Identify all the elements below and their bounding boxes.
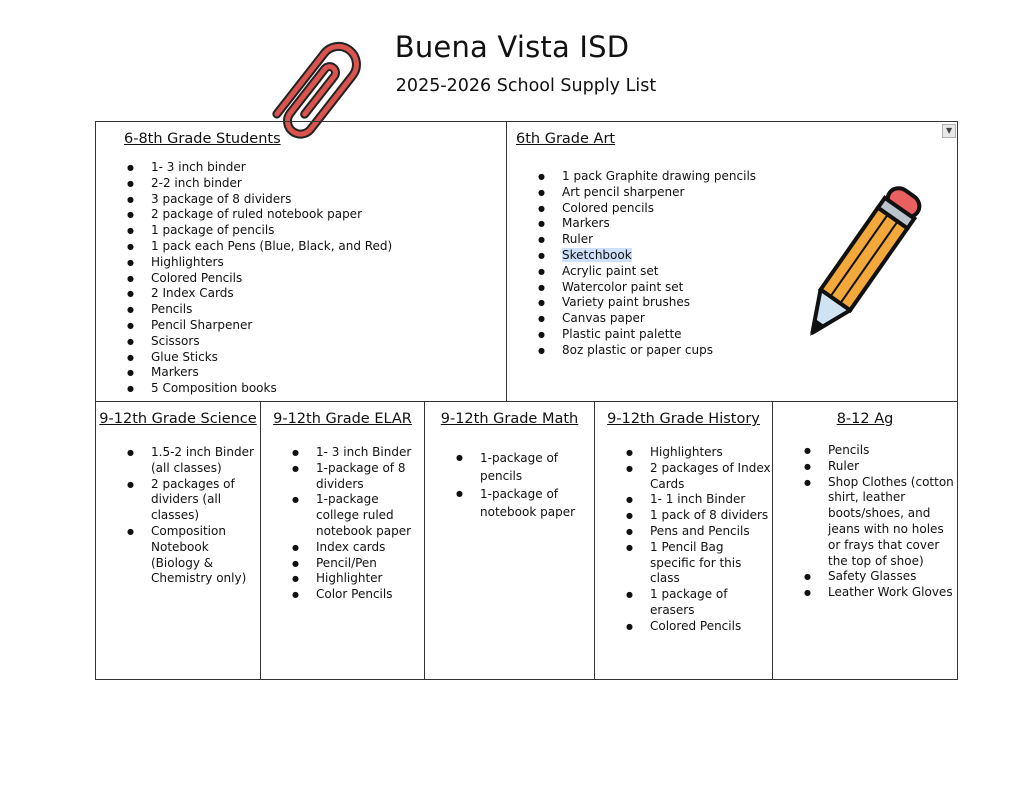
list-item: ● Canvas paper <box>562 311 957 327</box>
list-item: ● Shop Clothes (cotton shirt, leather boots/shoes, and jeans with no holes or frays that cover the top of shoe) <box>828 475 957 570</box>
list-item: ● 1 package of pencils <box>151 223 506 239</box>
dropdown-arrow-icon[interactable]: ▼ <box>942 124 956 138</box>
list-item: ● 2 packages of Index Cards <box>650 461 772 493</box>
cell-9-12th-grade-science <box>96 402 261 680</box>
supply-list <box>650 445 772 635</box>
list-item: ● Ruler <box>828 459 957 475</box>
list-item: ● Pens and Pencils <box>650 524 772 540</box>
list-item: ● Colored pencils <box>562 201 957 217</box>
list-item: ● 1 package of erasers <box>650 587 772 619</box>
supply-list <box>480 449 594 521</box>
list-item: ● Leather Work Gloves <box>828 585 957 601</box>
list-item: ● Color Pencils <box>316 587 424 603</box>
list-item: ● 2 Index Cards <box>151 286 506 302</box>
list-item: ● 1- 3 inch Binder <box>316 445 424 461</box>
cell-9-12th-grade-elar <box>261 402 425 680</box>
list-item: ● Acrylic paint set <box>562 264 957 280</box>
list-item: ● Index cards <box>316 540 424 556</box>
cell-9-12th-grade-history <box>595 402 773 680</box>
list-item: ● Highlighter <box>316 571 424 587</box>
list-item: ● 1- 3 inch binder <box>151 160 506 176</box>
section-heading: 6-8th Grade Students <box>124 131 281 147</box>
list-item: ● 1 pack of 8 dividers <box>650 508 772 524</box>
document-subtitle: 2025-2026 School Supply List <box>395 76 657 96</box>
section-heading: 9-12th Grade Science <box>99 411 257 427</box>
list-item: ● Pencils <box>151 302 506 318</box>
list-item: ● Scissors <box>151 334 506 350</box>
list-item: ● 1-package of 8 dividers <box>316 461 424 493</box>
list-item: ● Art pencil sharpener <box>562 185 957 201</box>
list-item: ● Variety paint brushes <box>562 295 957 311</box>
supply-list <box>828 443 957 601</box>
supply-list <box>316 445 424 603</box>
section-heading: 9-12th Grade ELAR <box>273 411 412 427</box>
list-item: ● Markers <box>151 365 506 381</box>
list-item: ● Composition Notebook (Biology & Chemistry only) <box>151 524 260 587</box>
list-item: ● Ruler <box>562 232 957 248</box>
list-item: ● 1-package college ruled notebook paper <box>316 492 424 539</box>
list-item: ● 1 Pencil Bag specific for this class <box>650 540 772 587</box>
cell-6-8th-grade <box>96 122 507 402</box>
cell-6th-grade-art <box>507 122 958 402</box>
list-item: ● 1 pack each Pens (Blue, Black, and Red) <box>151 239 506 255</box>
section-heading: 9-12th Grade Math <box>440 411 579 427</box>
list-item: ● 1 pack Graphite drawing pencils <box>562 169 957 185</box>
cell-8-12-ag <box>773 402 958 680</box>
list-item: ● Colored Pencils <box>151 271 506 287</box>
supply-list <box>151 445 260 587</box>
list-item: ● Pencil Sharpener <box>151 318 506 334</box>
list-item: ● 1- 1 inch Binder <box>650 492 772 508</box>
list-item: ● Highlighters <box>650 445 772 461</box>
list-item: ● 2 package of ruled notebook paper <box>151 207 506 223</box>
list-item: ● 3 package of 8 dividers <box>151 192 506 208</box>
section-heading: 8-12 Ag <box>836 411 894 427</box>
list-item: ● 1.5-2 inch Binder (all classes) <box>151 445 260 477</box>
section-heading: 6th Grade Art <box>516 131 616 147</box>
list-item: ● Glue Sticks <box>151 350 506 366</box>
list-item: ● 1-package of pencils <box>480 449 594 485</box>
list-item: ● 2 packages of dividers (all classes) <box>151 477 260 524</box>
list-item: ● Markers <box>562 216 957 232</box>
cell-9-12th-grade-math <box>425 402 595 680</box>
supply-list <box>151 160 506 397</box>
selected-text[interactable]: Sketchbook <box>562 247 632 262</box>
document-title: Buena Vista ISD <box>394 30 630 64</box>
list-item: ● Highlighters <box>151 255 506 271</box>
supply-table <box>95 121 958 680</box>
list-item: ● 2-2 inch binder <box>151 176 506 192</box>
list-item: ● 1-package of notebook paper <box>480 485 594 521</box>
list-item: ● Safety Glasses <box>828 569 957 585</box>
pencil-icon <box>789 162 939 357</box>
section-heading: 9-12th Grade History <box>607 411 760 427</box>
list-item: ● Pencils <box>828 443 957 459</box>
list-item: ● Plastic paint palette <box>562 327 957 343</box>
list-item: ● Watercolor paint set <box>562 280 957 296</box>
list-item: ● 5 Composition books <box>151 381 506 397</box>
list-item: ● 8oz plastic or paper cups <box>562 343 957 359</box>
list-item: ● Colored Pencils <box>650 619 772 635</box>
list-item: ● Pencil/Pen <box>316 556 424 572</box>
